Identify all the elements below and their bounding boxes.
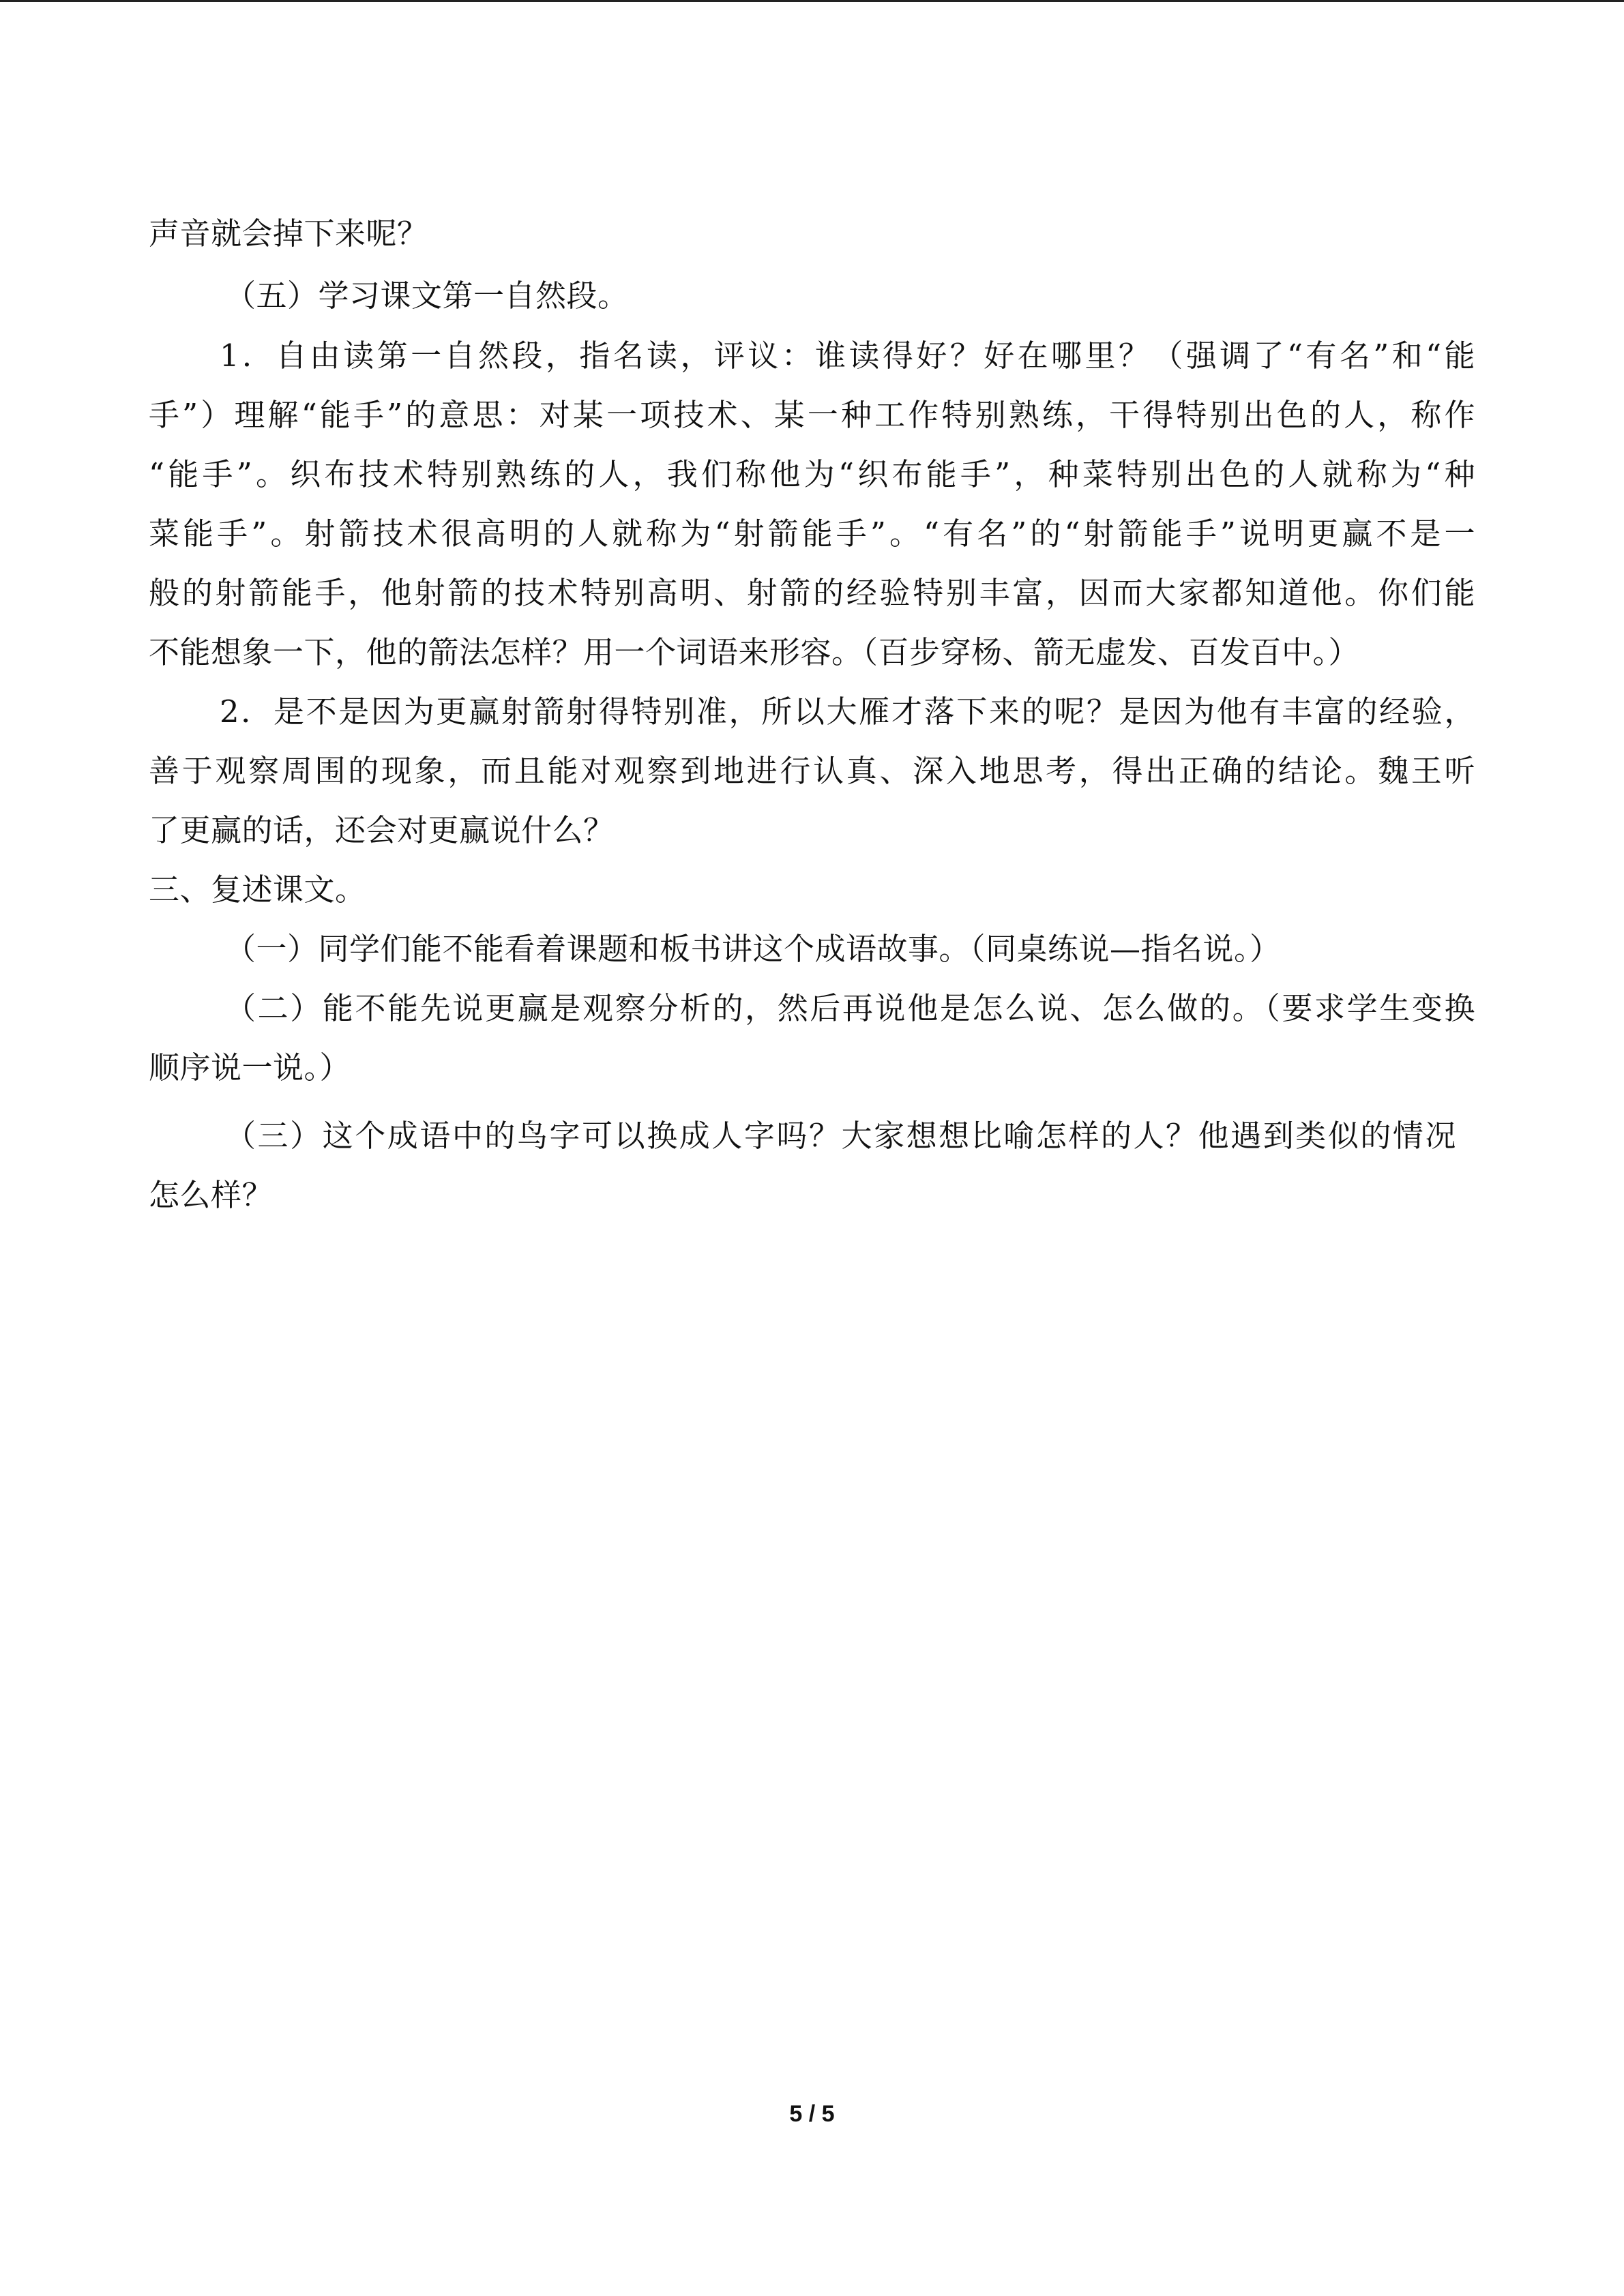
text-line: 般的射箭能手，他射箭的技术特别高明、射箭的经验特别丰富，因而大家都知道他。你们能	[149, 575, 1475, 611]
text-line: 手”）理解“能手”的意思：对某一项技术、某一种工作特别熟练，干得特别出色的人，称作	[149, 397, 1475, 433]
text-line: （一）同学们能不能看着课题和板书讲这个成语故事。（同桌练说—指名说。）	[225, 931, 1281, 967]
page-top-border	[0, 0, 1624, 2]
text-line: 怎么样？	[149, 1177, 274, 1213]
text-line: 菜能手”。射箭技术很高明的人就称为“射箭能手”。“有名”的“射箭能手”说明更赢不是一	[149, 516, 1475, 552]
text-line: （三）这个成语中的鸟字可以换成人字吗？大家想想比喻怎样的人？他遇到类似的情况	[225, 1118, 1456, 1154]
text-line: 不能想象一下，他的箭法怎样？用一个词语来形容。（百步穿杨、箭无虚发、百发百中。）	[149, 634, 1360, 670]
text-line: （二）能不能先说更赢是观察分析的，然后再说他是怎么说、怎么做的。（要求学生变换	[225, 990, 1475, 1026]
text-line: 声音就会掉下来呢？	[149, 215, 428, 252]
page-number: 5 / 5	[789, 2101, 835, 2127]
text-line: 顺序说一说。）	[149, 1049, 351, 1086]
text-line: （五）学习课文第一自然段。	[225, 278, 629, 314]
text-line: 了更赢的话，还会对更赢说什么？	[149, 812, 615, 848]
text-line: “能手”。织布技术特别熟练的人，我们称他为“织布能手”，种菜特别出色的人就称为“种	[149, 456, 1475, 492]
text-line: 1．自由读第一自然段，指名读，评议：谁读得好？好在哪里？（强调了“有名”和“能	[220, 338, 1475, 374]
text-line: 2．是不是因为更赢射箭射得特别准，所以大雁才落下来的呢？是因为他有丰富的经验，	[220, 694, 1475, 730]
section-heading: 三、复述课文。	[149, 871, 366, 908]
text-line: 善于观察周围的现象，而且能对观察到地进行认真、深入地思考，得出正确的结论。魏王听	[149, 753, 1475, 789]
